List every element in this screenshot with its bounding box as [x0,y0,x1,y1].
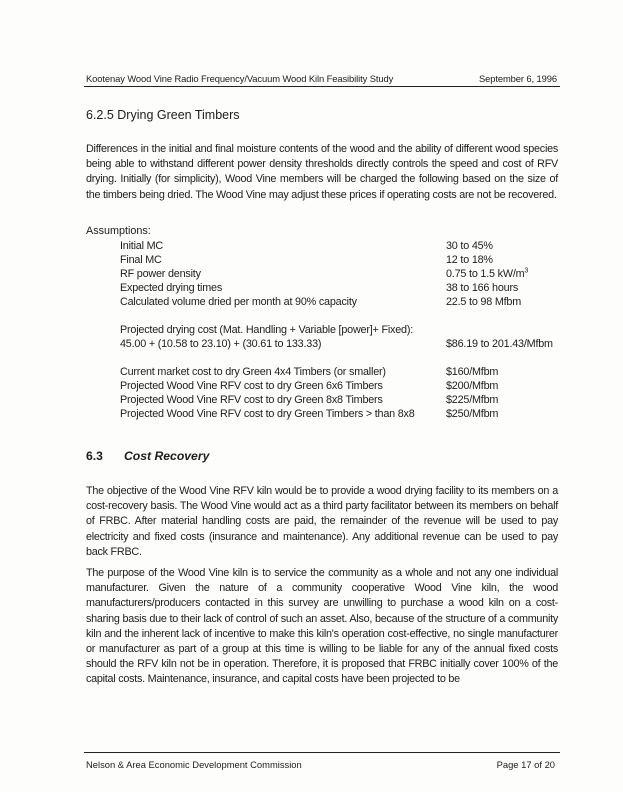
page-footer [86,759,555,770]
cost-value: $160/Mfbm [446,366,499,378]
cost-label: Projected Wood Vine RFV cost to dry Green 8x8 Timbers [120,394,383,406]
assumption-value-superscript: 3 [524,267,529,275]
section-number: 6.3 [86,449,103,463]
footer-page-number: Page 17 of 20 [496,759,555,770]
projected-cost-value: $86.19 to 201.43/Mfbm [446,338,553,350]
cost-label: Projected Wood Vine RFV cost to dry Green Timbers > than 8x8 [120,408,415,420]
section-6-3-paragraph-1: The objective of the Wood Vine RFV kiln would be to provide a wood drying facility to its members on a cost-recovery basis. The Wood Vine would act as a third party facilitator between its members on behalf of FRBC. After material handling costs are paid, the remainder of the revenue will be used to pay electricity and fixed costs (insurance and maintenance). Any additional revenue can be used to pay back FRBC. [86,485,558,558]
section-heading-6-2-5: 6.2.5 Drying Green Timbers [86,108,240,122]
footer-rule [84,752,560,753]
header-title: Kootenay Wood Vine Radio Frequency/Vacuum Wood Kiln Feasibility Study [86,73,394,84]
cost-value: $225/Mfbm [446,394,499,406]
cost-label: Projected Wood Vine RFV cost to dry Green 6x6 Timbers [120,380,383,392]
assumption-label: Initial MC [120,240,163,252]
header-rule [84,86,560,87]
assumption-value [446,268,528,280]
section-6-2-5-paragraph: Differences in the initial and final moisture contents of the wood and the ability of different wood species being able to withstand different power density thresholds directly controls the speed and cost of RFV drying. Initially (for simplicity), Wood Vine members will be charged the following based on the size of the timbers being dried. The Wood Vine may adjust these prices if operating costs are not be recovered. [86,143,558,201]
section-6-3-paragraph-2: The purpose of the Wood Vine kiln is to service the community as a whole and not any one individual manufacturer. Given the nature of a community cooperative Wood Vine kiln, the wood manufacturers/producers contacted in this survey are unwilling to purchase a wood kiln on a cost-sharing basis due to their lack of control of such an asset. Also, because of the structure of a community kiln and the inherent lack of incentive to make this kiln's operation cost-effective, no single manufacturer or manufacturer as part of a group at this time is willing to be liable for any of the annual fixed costs should the RFV kiln not be in operation. Therefore, it is proposed that FRBC initially cover 100% of the capital costs. Maintenance, insurance, and capital costs have been projected to be [86,567,558,686]
cost-label: Current market cost to dry Green 4x4 Timbers (or smaller) [120,366,386,378]
assumption-value: 38 to 166 hours [446,282,519,294]
assumption-label: RF power density [120,268,201,280]
section-heading-6-3 [86,449,209,463]
header-date: September 6, 1996 [478,73,557,84]
assumption-value: 30 to 45% [446,240,493,252]
assumption-label: Calculated volume dried per month at 90% capacity [120,296,357,308]
footer-org: Nelson & Area Economic Development Commission [86,759,302,770]
assumption-value: 12 to 18% [446,254,493,266]
cost-value: $250/Mfbm [446,408,499,420]
document-page: Kootenay Wood Vine Radio Frequency/Vacuum Wood Kiln Feasibility Study September 6, 1996 6.2.5 Drying Green Timbers Differences in the initial and final moisture contents of the wood and the ability of different wood species being able to withstand different power density thresholds directly controls the speed and cost of RFV drying. Initially (for simplicity), Wood Vine members will be charged the following based on the size of the timbers being dried. The Wood Vine may adjust these prices if operating costs are not be recovered. Assumptions: Initial MC 30 to 45% Final MC 12 to 18% RF power density 0.75 to 1.5 $kW/m^3$ Expected drying times 38 to 166 hours Calculated volume dried per month at 90% capacity 22.5 to 98 Mfbm Projected drying cost (Mat. Handling + Variable [power]+ Fixed): 45.00 + (10.58 to 23.10) + (30.61 to 133.33) $86.19 to 201.43/Mfbm Current market cost to dry Green 4x4 Timbers (or smaller) $160/Mfbm Projected Wood Vine RFV cost to dry Green 6x6 Timbers $200/Mfbm Projected Wood Vine RFV cost to dry Green 8x8 Timbers $225/Mfbm Projected Wood Vine RFV cost to dry Green Timbers > than 8x8 $250/Mfbm 6.3 Cost Recovery The objective of the Wood Vine RFV kiln would be to provide a wood drying facility to its members on a cost-recovery basis. The Wood Vine would act as a third party facilitator between its members on behalf of FRBC. After material handling costs are paid, the remainder of the revenue will be used to pay electricity and fixed costs (insurance and maintenance). Any additional revenue can be used to pay back FRBC. The purpose of the Wood Vine kiln is to service the community as a whole and not any one individual manufacturer. Given the nature of a community cooperative Wood Vine kiln, the wood manufacturers/producers contacted in this survey are unwilling to purchase a wood kiln on a cost-sharing basis due to their lack of control of such an asset. Also, because of the structure of a community kiln and the inherent lack of incentive to make this kiln's operation cost-effective, no single manufacturer or manufacturer as part of a group at this time is willing to be liable for any of the annual fixed costs should the RFV kiln not be in operation. Therefore, it is proposed that FRBC initially cover 100% of the capital costs. Maintenance, insurance, and capital costs have been projected to be Nelson & Area Economic Development Commission Page 17 of 20 [86,73,558,770]
section-title: Cost Recovery [124,449,210,463]
cost-value: $200/Mfbm [446,380,499,392]
assumption-value: 22.5 to 98 Mfbm [446,296,522,308]
projected-cost-formula: 45.00 + (10.58 to 23.10) + (30.61 to 133.33) [120,338,322,350]
assumptions-label: Assumptions: [86,225,151,237]
page-header [86,73,557,84]
assumption-label: Final MC [120,254,162,266]
assumption-value-text: 0.75 to 1.5 kW/m [446,268,525,280]
assumption-label: Expected drying times [120,282,223,294]
